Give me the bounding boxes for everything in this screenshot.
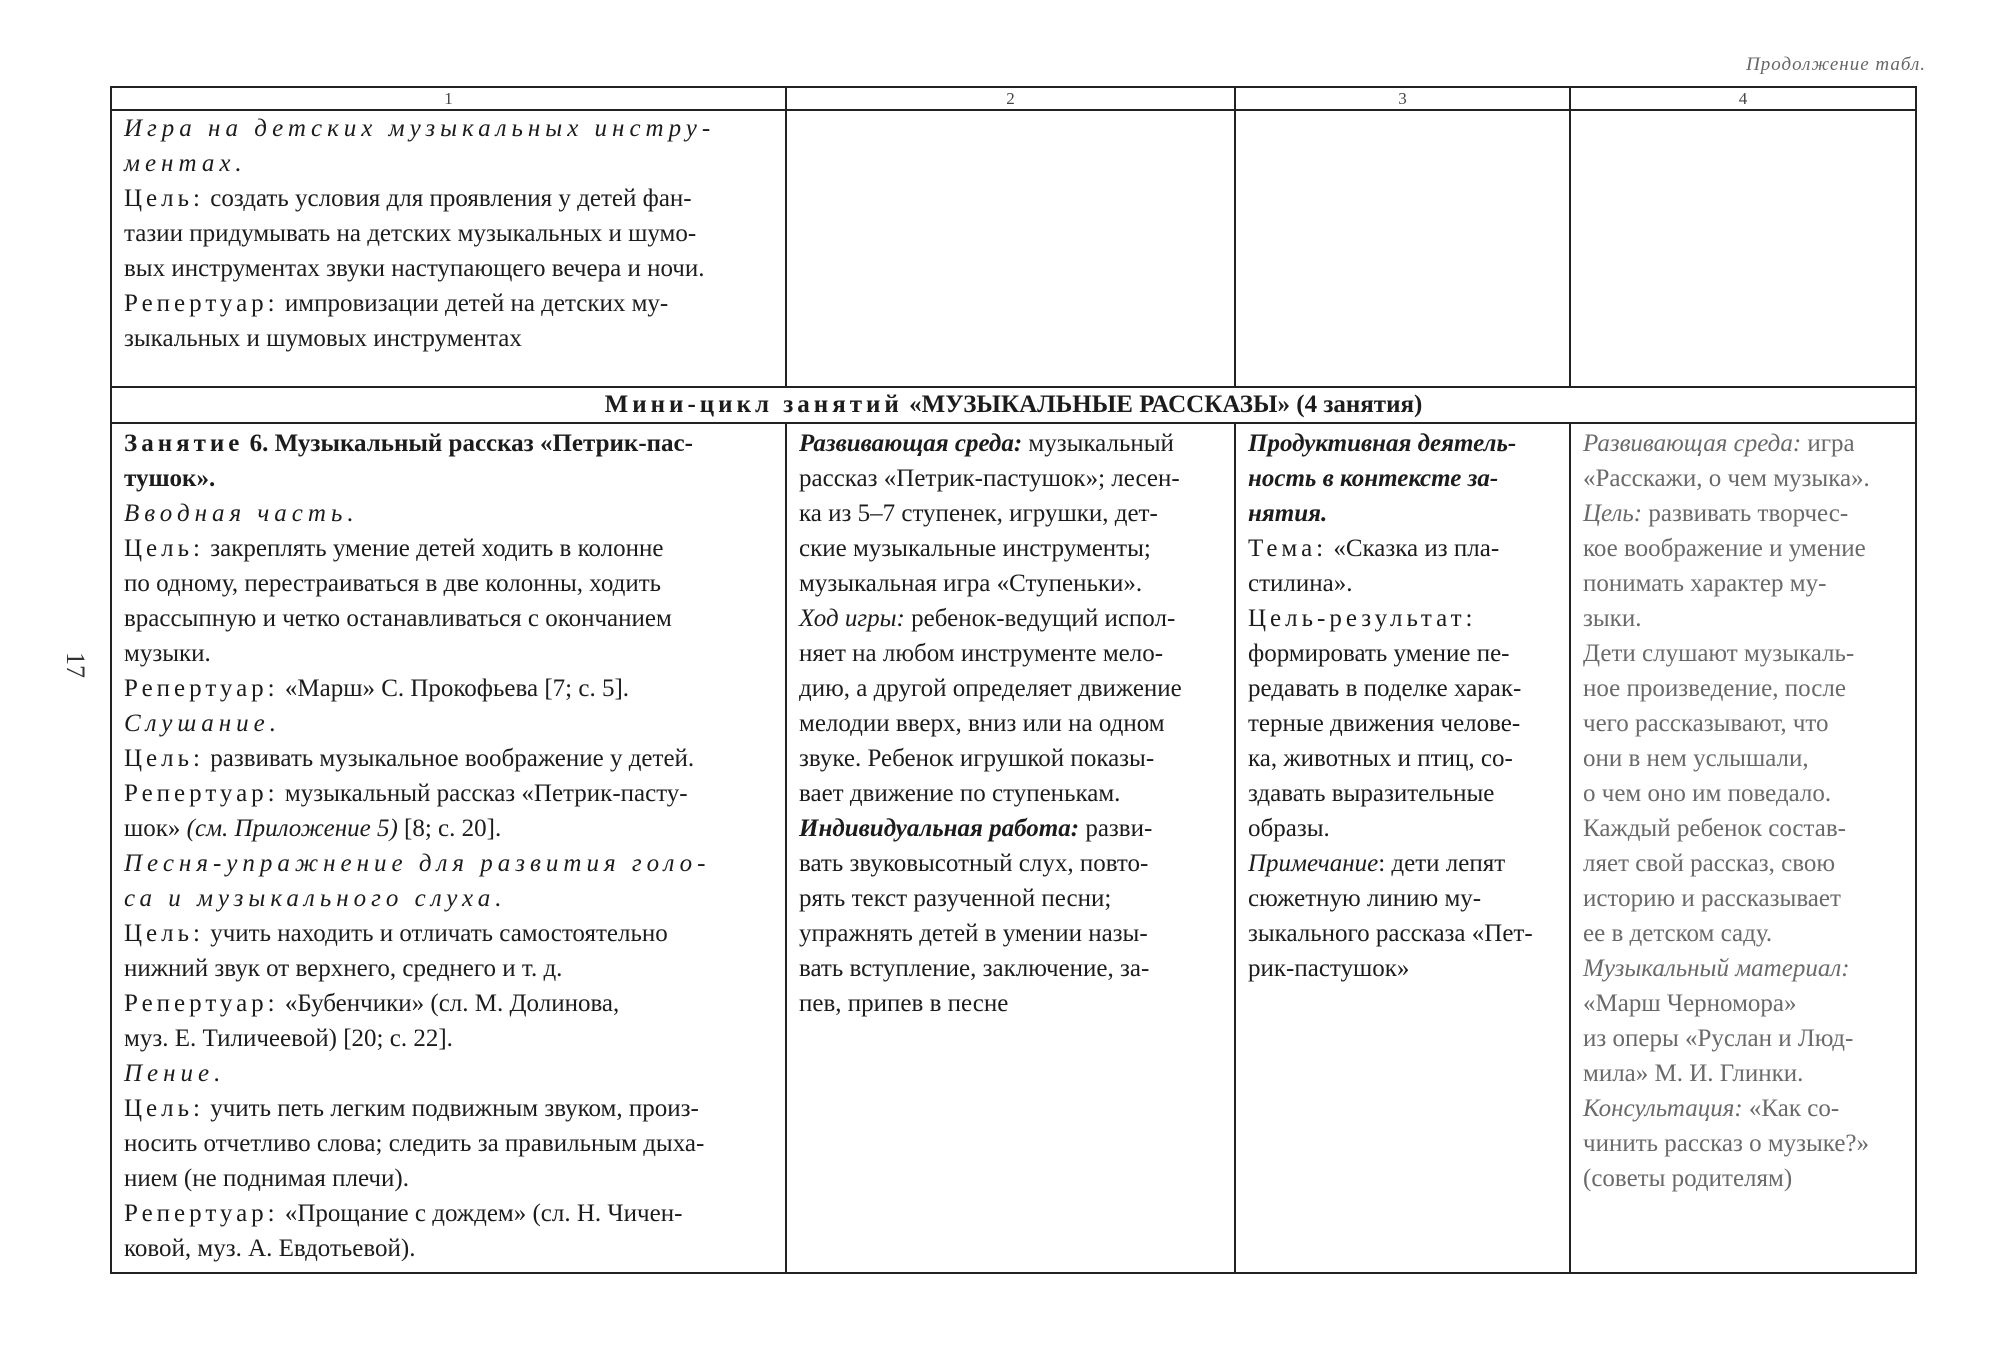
repertoire-text: Репертуар: «Бубенчики» (сл. М. Долинова,: [124, 990, 620, 1017]
repertoire-text: Репертуар: «Прощание с дождем» (сл. Н. Чичен-: [124, 1200, 683, 1227]
goal-result-label: Цель-результат:: [1248, 605, 1477, 632]
repertoire-text: ковой, муз. А. Евдотьевой).: [124, 1235, 416, 1262]
goal-text: нижний звук от верхнего, среднего и т. д.: [124, 955, 563, 982]
cell-activity: [111, 110, 786, 387]
consultation-text: (советы родителям): [1583, 1165, 1793, 1192]
goal-text: здавать выразительные: [1248, 780, 1495, 807]
description-text: чего рассказывают, что: [1583, 710, 1829, 737]
note-text: Примечание: дети лепят: [1248, 850, 1506, 877]
productive-heading: ность в контексте за-: [1248, 465, 1499, 492]
goal-text: врассыпную и четко останавливаться с окончанием: [124, 605, 672, 632]
goal-text: по одному, перестраиваться в две колонны, ходить: [124, 570, 662, 597]
section-heading: Песня-упражнение для развития голо-: [124, 850, 711, 877]
game-text: мелодии вверх, вниз или на одном: [799, 710, 1165, 737]
music-material-text: мила» М. И. Глинки.: [1583, 1060, 1804, 1087]
cell-lesson: [111, 423, 786, 1273]
column-number: 2: [786, 87, 1235, 110]
consultation-text: Консультация: «Как со-: [1583, 1095, 1840, 1122]
cell-productive-activity: [1235, 423, 1570, 1273]
cell-environment: [786, 423, 1235, 1273]
individual-work-text: вать вступление, заключение, за-: [799, 955, 1150, 982]
game-text: няет на любом инструменте мело-: [799, 640, 1164, 667]
goal-text: Цель: закреплять умение детей ходить в колонне: [124, 535, 664, 562]
individual-work-text: вать звуковысотный слух, повто-: [799, 850, 1149, 877]
column-number: 4: [1570, 87, 1916, 110]
page-number: 17: [61, 652, 90, 678]
goal-text: зыки.: [1583, 605, 1642, 632]
description-text: ное произведение, после: [1583, 675, 1846, 702]
section-heading: Пение.: [124, 1060, 226, 1087]
goal-text: Цель: развивать творчес-: [1583, 500, 1849, 527]
theme-text: Тема: «Сказка из пла-: [1248, 535, 1500, 562]
individual-work-text: рять текст разученной песни;: [799, 885, 1112, 912]
game-text: вает движение по ступенькам.: [799, 780, 1121, 807]
goal-text: понимать характер му-: [1583, 570, 1827, 597]
goal-text: Цель: учить находить и отличать самостоятельно: [124, 920, 668, 947]
repertoire-text: зыкальных и шумовых инструментах: [124, 325, 522, 352]
table-row: [111, 110, 1916, 387]
description-text: ее в детском саду.: [1583, 920, 1773, 947]
note-text: рик-пастушок»: [1248, 955, 1410, 982]
repertoire-text: Репертуар: импровизации детей на детских му-: [124, 290, 669, 317]
cell-empty: [786, 110, 1235, 387]
goal-text: редавать в поделке харак-: [1248, 675, 1522, 702]
game-text: дию, а другой определяет движение: [799, 675, 1182, 702]
theme-text: стилина».: [1248, 570, 1353, 597]
environment-text: Развивающая среда: игра: [1583, 430, 1855, 457]
music-material-text: «Марш Черномора»: [1583, 990, 1797, 1017]
repertoire-text: Репертуар: «Марш» С. Прокофьева [7; с. 5].: [124, 675, 630, 702]
description-text: ляет свой рассказ, свою: [1583, 850, 1836, 877]
environment-text: «Расскажи, о чем музыка».: [1583, 465, 1870, 492]
environment-text: ка из 5–7 ступенек, игрушки, дет-: [799, 500, 1158, 527]
goal-text: тазии придумывать на детских музыкальных и шумо-: [124, 220, 697, 247]
description-text: о чем оно им поведало.: [1583, 780, 1832, 807]
repertoire-text: муз. Е. Тиличеевой) [20; с. 22].: [124, 1025, 453, 1052]
note-text: сюжетную линию му-: [1248, 885, 1482, 912]
description-text: Каждый ребенок состав-: [1583, 815, 1846, 842]
consultation-text: чинить рассказ о музыке?»: [1583, 1130, 1870, 1157]
goal-text: формировать умение пе-: [1248, 640, 1510, 667]
continuation-note: Продолжение табл.: [1746, 54, 1926, 75]
goal-text: Цель: создать условия для проявления у детей фан-: [124, 185, 692, 212]
environment-text: музыкальная игра «Ступеньки».: [799, 570, 1143, 597]
activity-title: Игра на детских музыкальных инстру-: [124, 115, 716, 142]
description-text: историю и рассказывает: [1583, 885, 1841, 912]
environment-text: Развивающая среда: музыкальный: [799, 430, 1174, 457]
goal-text: кое воображение и умение: [1583, 535, 1866, 562]
activity-title: ментах.: [124, 150, 247, 177]
cell-empty: [1235, 110, 1570, 387]
repertoire-text: Репертуар: музыкальный рассказ «Петрик-пасту-: [124, 780, 688, 807]
individual-work-text: упражнять детей в умении назы-: [799, 920, 1148, 947]
game-text: звуке. Ребенок игрушкой показы-: [799, 745, 1155, 772]
goal-text: Цель: развивать музыкальное воображение у детей.: [124, 745, 695, 772]
description-text: они в нем услышали,: [1583, 745, 1809, 772]
lesson-title: тушок».: [124, 465, 216, 492]
section-heading: Вводная часть.: [124, 500, 359, 527]
goal-text: образы.: [1248, 815, 1330, 842]
environment-text: рассказ «Петрик-пастушок»; лесен-: [799, 465, 1180, 492]
game-text: Ход игры: ребенок-ведущий испол-: [799, 605, 1176, 632]
cell-family-work: [1570, 423, 1916, 1273]
cell-empty: [1570, 110, 1916, 387]
productive-heading: Продуктивная деятель-: [1248, 430, 1517, 457]
mini-cycle-row: [111, 387, 1916, 423]
lesson-title: Занятие 6. Музыкальный рассказ «Петрик-пас-: [124, 430, 693, 457]
section-heading: Слушание.: [124, 710, 281, 737]
goal-text: носить отчетливо слова; следить за правильным дыха-: [124, 1130, 705, 1157]
table-row: [111, 423, 1916, 1273]
section-heading: са и музыкального слуха.: [124, 885, 507, 912]
lesson-plan-table: [110, 86, 1917, 1274]
repertoire-text: шок» (см. Приложение 5) [8; с. 20].: [124, 815, 502, 842]
goal-text: музыки.: [124, 640, 211, 667]
note-text: зыкального рассказа «Пет-: [1248, 920, 1533, 947]
music-material-text: из оперы «Руслан и Люд-: [1583, 1025, 1854, 1052]
environment-text: ские музыкальные инструменты;: [799, 535, 1151, 562]
mini-cycle-heading: Мини-цикл занятий «МУЗЫКАЛЬНЫЕ РАССКАЗЫ» (4 занятия): [111, 387, 1916, 423]
goal-text: нием (не поднимая плечи).: [124, 1165, 409, 1192]
description-text: Дети слушают музыкаль-: [1583, 640, 1855, 667]
productive-heading: нятия.: [1248, 500, 1328, 527]
column-number-row: [111, 87, 1916, 110]
goal-text: терные движения челове-: [1248, 710, 1521, 737]
goal-text: вых инструментах звуки наступающего вечера и ночи.: [124, 255, 705, 282]
individual-work-text: Индивидуальная работа: разви-: [799, 815, 1153, 842]
goal-text: ка, животных и птиц, со-: [1248, 745, 1513, 772]
column-number: 1: [111, 87, 786, 110]
individual-work-text: пев, припев в песне: [799, 990, 1009, 1017]
music-material-label: Музыкальный материал:: [1583, 955, 1850, 982]
column-number: 3: [1235, 87, 1570, 110]
goal-text: Цель: учить петь легким подвижным звуком, произ-: [124, 1095, 699, 1122]
